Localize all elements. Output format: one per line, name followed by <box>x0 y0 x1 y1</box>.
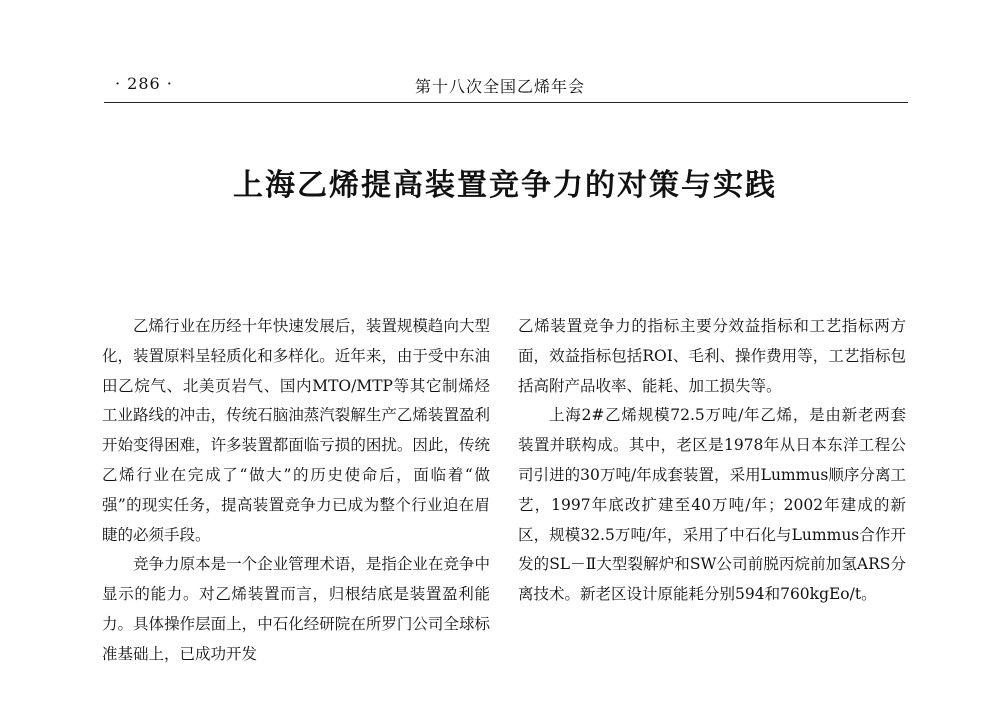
paragraph-intro: 乙烯行业在历经十年快速发展后，装置规模趋向大型化，装置原料呈轻质化和多样化。近年来，由于受中东油田乙烷气、北美页岩气、国内MTO/MTP等其它制烯烃工业路线的冲击，传统石脑油蒸汽裂解生产乙烯装置盈利开始变得困难，许多装置都面临亏损的困扰。因此，传统乙烯行业在完成了“做大”的历史使命后，面临着“做强”的现实任务，提高装置竞争力已成为整个行业迫在眉睫的必须手段。 <box>102 317 490 544</box>
paragraph-shanghai-ethylene: 上海2#乙烯规模72.5万吨/年乙烯，是由新老两套装置并联构成。其中，老区是1978年从日本东洋工程公司引进的30万吨/年成套装置，采用Lummus顺序分离工艺，1997年底改扩建至40万吨/年；2002年建成的新区，规模32.5万吨/年，采用了中石化与Lummus合作开发的SL－Ⅱ大型裂解炉和SW公司前脱丙烷前加氢ARS分离技术。新老区设计原能耗分别594和760kgEo/t。 <box>518 406 906 604</box>
left-column <box>102 312 490 670</box>
right-column <box>518 312 906 610</box>
paragraph-competitiveness: 竞争力原本是一个企业管理术语，是指企业在竞争中显示的能力。对乙烯装置而言，归根结底是装置盈利能力。具体操作层面上，中石化经研院在所罗门公司全球标准基础上，已成功开发 <box>102 555 490 663</box>
page-number: · 286 · <box>115 74 173 93</box>
article-title: 上海乙烯提高装置竞争力的对策与实践 <box>233 168 777 203</box>
header-rule <box>104 102 908 103</box>
paragraph-continuation: 乙烯装置竞争力的指标主要分效益指标和工艺指标两方面，效益指标包括ROI、毛利、操作费用等，工艺指标包括高附产品收率、能耗、加工损失等。 <box>518 317 906 395</box>
running-header: 第十八次全国乙烯年会 <box>414 77 585 96</box>
